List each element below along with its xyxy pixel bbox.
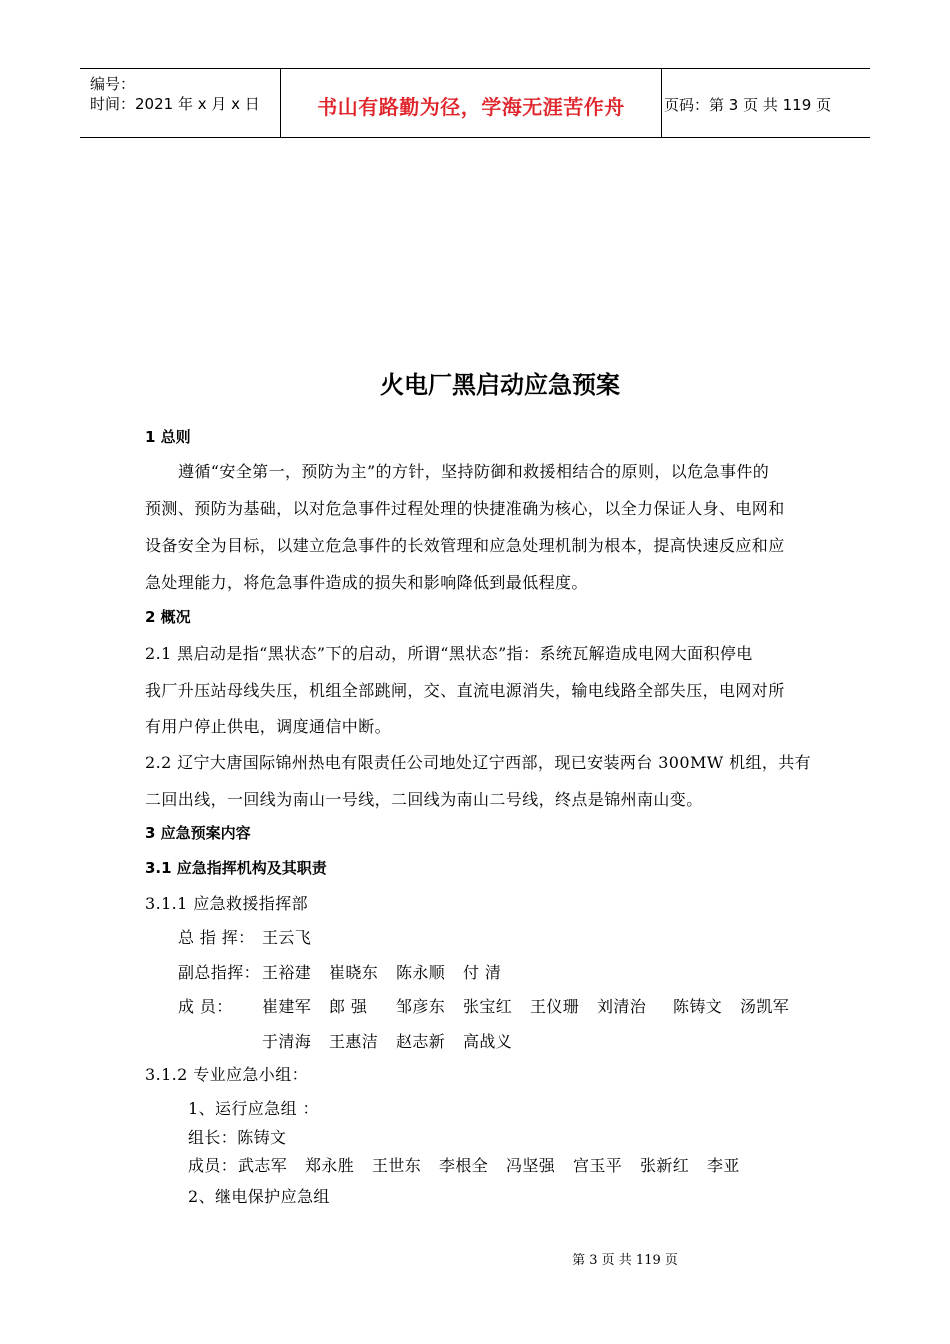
- group-1-leader: 组长：陈铸文: [188, 1128, 287, 1147]
- group-member-name: 张新红: [640, 1156, 690, 1175]
- commander-name: 王云飞: [262, 928, 312, 947]
- paragraph-line: 我厂升压站母线失压，机组全部跳闸，交、直流电源消失，输电线路全部失压，电网对所: [145, 681, 785, 700]
- member-name: 王仪珊: [530, 997, 580, 1016]
- group-1-members-label: 成员：: [188, 1156, 238, 1175]
- commander-label: 总 指 挥：: [178, 928, 255, 947]
- member-name: 刘清治: [597, 997, 647, 1016]
- member-name: 于清海: [262, 1032, 312, 1051]
- group-1-title: 1、运行应急组 ：: [188, 1099, 319, 1118]
- member-name: 邹彦东: [396, 997, 446, 1016]
- header-table: [80, 68, 870, 138]
- member-name: 汤凯军: [740, 997, 790, 1016]
- footer-page-number: 第 3 页 共 119 页: [572, 1253, 678, 1268]
- group-member-name: 武志军: [238, 1156, 288, 1175]
- group-member-name: 李根全: [439, 1156, 489, 1175]
- paragraph-line: 有用户停止供电，调度通信中断。: [145, 717, 392, 736]
- section-3-heading: 3 应急预案内容: [145, 824, 251, 842]
- members-label: 成 员：: [178, 997, 233, 1016]
- group-2-title: 2、继电保护应急组: [188, 1187, 330, 1206]
- group-member-name: 宫玉平: [573, 1156, 623, 1175]
- paragraph-line: 2.1 黑启动是指“黑状态”下的启动，所谓“黑状态”指：系统瓦解造成电网大面积停电: [145, 644, 753, 663]
- vice-commander-name: 崔晓东: [329, 963, 379, 982]
- member-name: 陈铸文: [673, 997, 723, 1016]
- section-2-heading: 2 概况: [145, 608, 191, 626]
- doc-title: 火电厂黑启动应急预案: [380, 371, 620, 399]
- member-name: 王惠洁: [329, 1032, 379, 1051]
- paragraph-line: 急处理能力，将危急事件造成的损失和影响降低到最低程度。: [145, 573, 588, 592]
- header-left-cell: [80, 69, 281, 137]
- subsection-3-1-2: 3.1.2 专业应急小组：: [145, 1065, 308, 1084]
- member-name: 郎 强: [329, 997, 368, 1016]
- group-member-name: 李亚: [707, 1156, 740, 1175]
- paragraph-line: 2.2 辽宁大唐国际锦州热电有限责任公司地处辽宁西部，现已安装两台 300MW 机组，共有: [145, 753, 812, 772]
- doc-number-label: 编号：: [90, 75, 136, 93]
- motto: 书山有路勤为径，学海无涯苦作舟: [317, 95, 625, 119]
- group-member-name: 冯坚强: [506, 1156, 556, 1175]
- member-name: 赵志新: [396, 1032, 446, 1051]
- subsection-3-1-1: 3.1.1 应急救援指挥部: [145, 894, 308, 913]
- doc-time-label: 时间：2021 年 x 月 x 日: [90, 95, 260, 113]
- section-1-heading: 1 总则: [145, 428, 191, 446]
- paragraph-line: 设备安全为目标，以建立危急事件的长效管理和应急处理机制为根本，提高快速反应和应: [145, 536, 785, 555]
- header-page-cell: [662, 69, 870, 137]
- section-3-1-heading: 3.1 应急指挥机构及其职责: [145, 859, 327, 877]
- header-page-label: 页码：第 3 页 共 119 页: [664, 96, 832, 114]
- vice-commander-label: 副总指挥：: [178, 963, 261, 982]
- vice-commander-name: 王裕建: [262, 963, 312, 982]
- vice-commander-name: 付 清: [463, 963, 502, 982]
- member-name: 高战义: [463, 1032, 513, 1051]
- paragraph-line: 二回出线，一回线为南山一号线，二回线为南山二号线，终点是锦州南山变。: [145, 790, 703, 809]
- group-member-name: 郑永胜: [305, 1156, 355, 1175]
- paragraph-line: 预测、预防为基础，以对危急事件过程处理的快捷准确为核心，以全力保证人身、电网和: [145, 499, 785, 518]
- paragraph-line: 遵循“安全第一，预防为主”的方针，坚持防御和救援相结合的原则，以危急事件的: [178, 462, 770, 481]
- vice-commander-name: 陈永顺: [396, 963, 446, 982]
- member-name: 崔建军: [262, 997, 312, 1016]
- header-motto-cell: [281, 69, 662, 137]
- group-member-name: 王世东: [372, 1156, 422, 1175]
- member-name: 张宝红: [463, 997, 513, 1016]
